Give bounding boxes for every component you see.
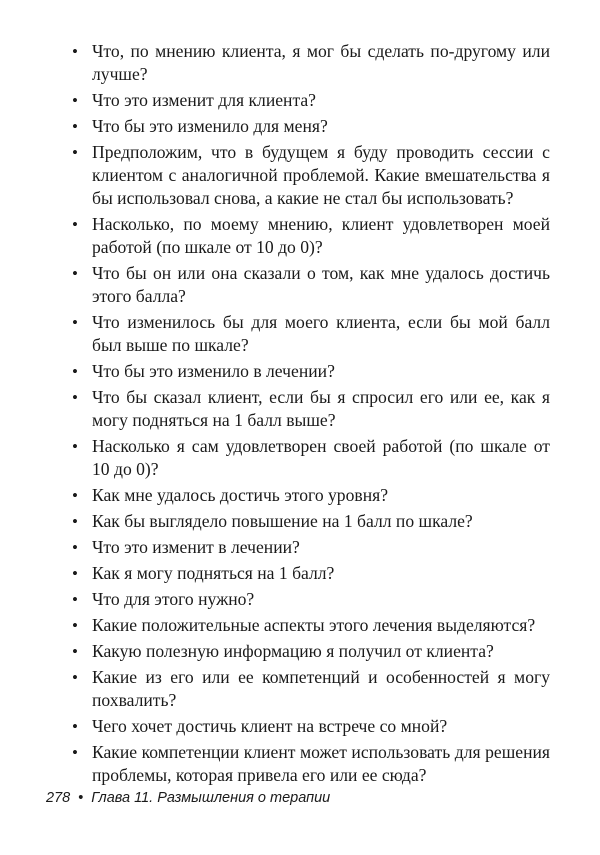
- list-item-text: Что бы сказал клиент, если бы я спросил его или ее, как я могу подняться на 1 балл выше?: [92, 387, 550, 430]
- bullet-icon: •: [72, 388, 78, 407]
- bullet-icon: •: [72, 486, 78, 505]
- list-item-text: Как я могу подняться на 1 балл?: [92, 563, 335, 583]
- list-item: [72, 562, 550, 585]
- page-number: 278: [46, 790, 71, 806]
- list-item: [72, 614, 550, 637]
- bullet-icon: •: [72, 143, 78, 162]
- list-item: [72, 484, 550, 507]
- list-item-text: Что бы это изменило для меня?: [92, 116, 328, 136]
- list-item-text: Что это изменит для клиента?: [92, 90, 316, 110]
- bullet-icon: •: [72, 564, 78, 583]
- list-item-text: Какие положительные аспекты этого лечения выделяются?: [92, 615, 536, 635]
- page-footer: [46, 790, 330, 806]
- list-item: [72, 666, 550, 712]
- bullet-icon: •: [72, 117, 78, 136]
- list-item: [72, 715, 550, 738]
- bullet-icon: •: [72, 91, 78, 110]
- footer-separator: •: [78, 790, 84, 806]
- chapter-title: Глава 11. Размышления о терапии: [91, 790, 331, 806]
- list-item: [72, 510, 550, 533]
- list-item: [72, 640, 550, 663]
- list-item-text: Насколько, по моему мнению, клиент удовлетворен моей работой (по шкале от 10 до 0)?: [92, 214, 550, 257]
- bullet-icon: •: [72, 264, 78, 283]
- list-item-text: Что изменилось бы для моего клиента, если бы мой балл был выше по шкале?: [92, 312, 550, 355]
- bullet-icon: •: [72, 590, 78, 609]
- bullet-icon: •: [72, 717, 78, 736]
- list-item: [72, 89, 550, 112]
- bullet-icon: •: [72, 616, 78, 635]
- bullet-icon: •: [72, 512, 78, 531]
- list-item-text: Какие из его или ее компетенций и особенностей я могу похвалить?: [92, 667, 550, 710]
- bullet-icon: •: [72, 215, 78, 234]
- list-item-text: Что бы он или она сказали о том, как мне удалось достичь этого балла?: [92, 263, 550, 306]
- list-item: [72, 536, 550, 559]
- bullet-icon: •: [72, 42, 78, 61]
- list-item-text: Что бы это изменило в лечении?: [92, 361, 335, 381]
- list-item: [72, 40, 550, 86]
- list-item: [72, 311, 550, 357]
- bullet-icon: •: [72, 313, 78, 332]
- bullet-icon: •: [72, 437, 78, 456]
- list-item: [72, 141, 550, 210]
- bullet-icon: •: [72, 362, 78, 381]
- list-item-text: Чего хочет достичь клиент на встрече со мной?: [92, 716, 448, 736]
- bullet-icon: •: [72, 743, 78, 762]
- list-item-text: Что, по мнению клиента, я мог бы сделать по-другому или лучше?: [92, 41, 550, 84]
- bullet-icon: •: [72, 642, 78, 661]
- list-item: [72, 262, 550, 308]
- bullet-icon: •: [72, 668, 78, 687]
- bullet-icon: •: [72, 538, 78, 557]
- list-item-text: Как мне удалось достичь этого уровня?: [92, 485, 389, 505]
- list-item: [72, 115, 550, 138]
- list-item: [72, 213, 550, 259]
- list-item: [72, 360, 550, 383]
- question-list: [72, 40, 550, 790]
- list-item-text: Насколько я сам удовлетворен своей работой (по шкале от 10 до 0)?: [92, 436, 550, 479]
- list-item-text: Какую полезную информацию я получил от клиента?: [92, 641, 494, 661]
- list-item-text: Что это изменит в лечении?: [92, 537, 300, 557]
- list-item: [72, 588, 550, 611]
- list-item: [72, 741, 550, 787]
- list-item: [72, 435, 550, 481]
- list-item-text: Что для этого нужно?: [92, 589, 255, 609]
- list-item-text: Какие компетенции клиент может использовать для решения проблемы, которая привела его или ее сюда?: [92, 742, 550, 785]
- list-item-text: Предположим, что в будущем я буду проводить сессии с клиентом с аналогичной проблемой. Какие вмешательства я бы использовал снова, а какие не стал бы использовать?: [92, 142, 550, 208]
- list-item-text: Как бы выглядело повышение на 1 балл по шкале?: [92, 511, 473, 531]
- list-item: [72, 386, 550, 432]
